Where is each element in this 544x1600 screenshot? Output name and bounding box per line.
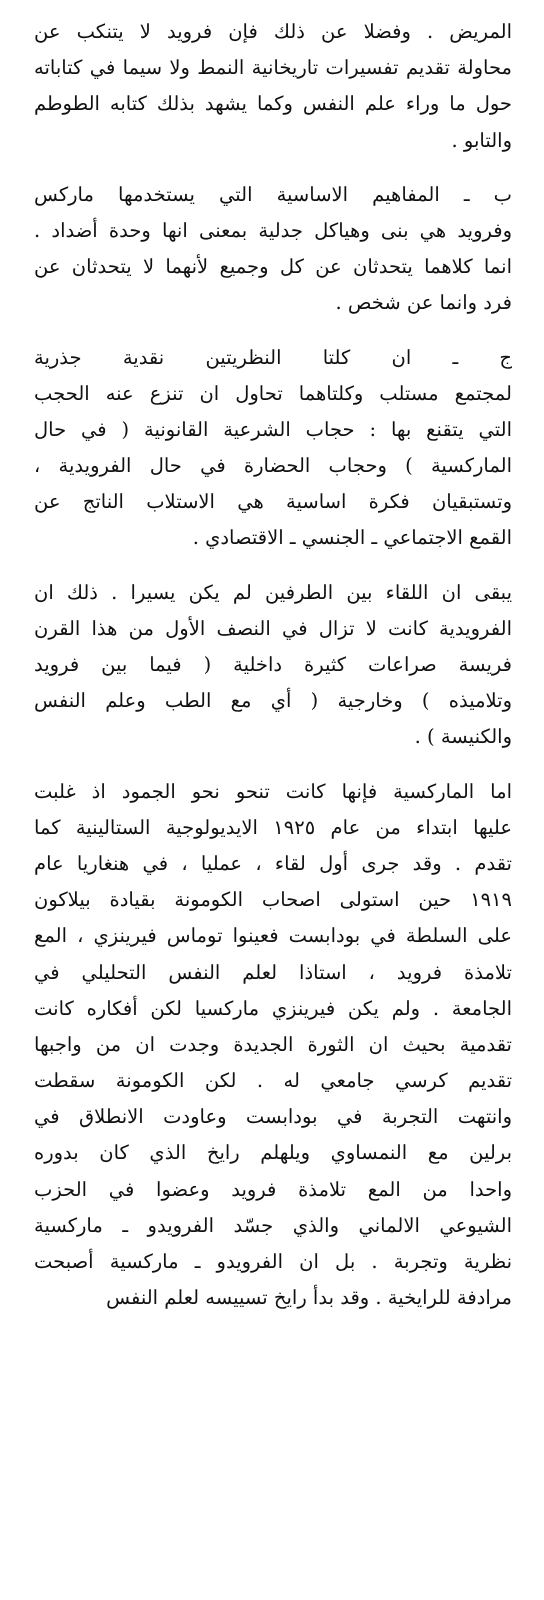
text-line: محاولة تقديم تفسيرات تاريخانية النمط ولا سيما في كتاباته bbox=[34, 56, 512, 80]
text-body bbox=[34, 14, 512, 1316]
text-line: ب ـ المفاهيم الاساسية التي يستخدمها ماركس bbox=[34, 182, 512, 206]
text-line: والتابو . bbox=[451, 128, 512, 152]
text-line: التي يتقنع بها : حجاب الشرعية القانونية ( في حال bbox=[34, 417, 512, 441]
text-line: تلامذة فرويد ، استاذا لعلم النفس التحليلي في bbox=[34, 960, 512, 984]
text-line: برلين مع النمساوي ويلهلم رايخ الذي كان بدوره bbox=[34, 1141, 512, 1165]
text-line: اما الماركسية فإنها كانت تنحو نحو الجمود اذ غلبت bbox=[34, 779, 512, 803]
text-line: فريسة صراعات كثيرة داخلية ( فيما بين فرويد bbox=[34, 653, 512, 676]
text-line: الفرويدية كانت لا تزال في النصف الأول من هذا القرن bbox=[34, 616, 512, 640]
text-line: تقديم كرسي جامعي له . لكن الكومونة سقطت bbox=[34, 1069, 512, 1093]
paragraph-2 bbox=[34, 177, 512, 322]
text-line: القمع الاجتماعي ـ الجنسي ـ الاقتصادي . bbox=[192, 526, 512, 550]
paragraph-gap bbox=[34, 159, 512, 177]
paragraph-3 bbox=[34, 340, 512, 557]
text-line: المريض . وفضلا عن ذلك فإن فرويد لا يتنكب عن bbox=[34, 20, 512, 43]
text-line: تقدمية بحيث ان الثورة الجديدة وجدت ان من واجبها bbox=[34, 1032, 512, 1056]
text-line: فرد وانما عن شخص . bbox=[335, 291, 512, 315]
text-line: وانتهت التجربة في بودابست وعاودت الانطلاق في bbox=[34, 1105, 512, 1129]
text-line: يبقى ان اللقاء بين الطرفين لم يكن يسيرا . ذلك ان bbox=[34, 580, 512, 604]
text-line: وفرويد هي بنى وهياكل جدلية بمعنى انها وحدة أضداد . bbox=[34, 218, 512, 242]
text-line: تقدم . وقد جرى أول لقاء ، عمليا ، في هنغاريا عام bbox=[34, 851, 512, 875]
text-line: والكنيسة ) . bbox=[414, 725, 512, 749]
text-line: عليها ابتداء من عام ١٩٢٥ الايديولوجية الستالينية كما bbox=[34, 815, 512, 839]
text-line: مرادفة للرايخية . وقد بدأ رايخ تسييسه لعلم النفس bbox=[106, 1286, 512, 1310]
text-line: واحدا من المع تلامذة فرويد وعضوا في الحزب bbox=[34, 1177, 512, 1201]
text-line: لمجتمع مستلب وكلتاهما تحاول ان تنزع عنه الحجب bbox=[34, 381, 512, 405]
text-line: الشيوعي الالماني والذي جسّد الفرويدو ـ ماركسية bbox=[34, 1213, 512, 1237]
paragraph-gap bbox=[34, 557, 512, 575]
text-line: ١٩١٩ حين استولى اصحاب الكومونة بقيادة بيلاكون bbox=[34, 888, 512, 912]
text-line: وتستبقيان فكرة اساسية هي الاستلاب الناتج عن bbox=[34, 490, 512, 514]
text-line: انما كلاهما يتحدثان عن كل وجميع لأنهما لا يتحدثان عن bbox=[34, 255, 512, 279]
text-line: على السلطة في بودابست فعينوا توماس فيرينزي ، المع bbox=[34, 924, 512, 948]
paragraph-5 bbox=[34, 774, 512, 1317]
text-line: وتلاميذه ) وخارجية ( أي مع الطب وعلم النفس bbox=[34, 689, 512, 713]
text-line: نظرية وتجربة . بل ان الفرويدو ـ ماركسية أصبحت bbox=[34, 1250, 512, 1273]
text-line: حول ما وراء علم النفس وكما يشهد بذلك كتابه الطوطم bbox=[34, 92, 512, 116]
text-line: الماركسية ) وحجاب الحضارة في حال الفرويدية ، bbox=[34, 454, 512, 478]
paragraph-4 bbox=[34, 575, 512, 756]
text-line: ج ـ ان كلتا النظريتين نقدية جذرية bbox=[34, 345, 512, 369]
paragraph-1 bbox=[34, 14, 512, 159]
paragraph-gap bbox=[34, 756, 512, 774]
text-line: الجامعة . ولم يكن فيرينزي ماركسيا لكن أفكاره كانت bbox=[34, 996, 512, 1020]
paragraph-gap bbox=[34, 322, 512, 340]
